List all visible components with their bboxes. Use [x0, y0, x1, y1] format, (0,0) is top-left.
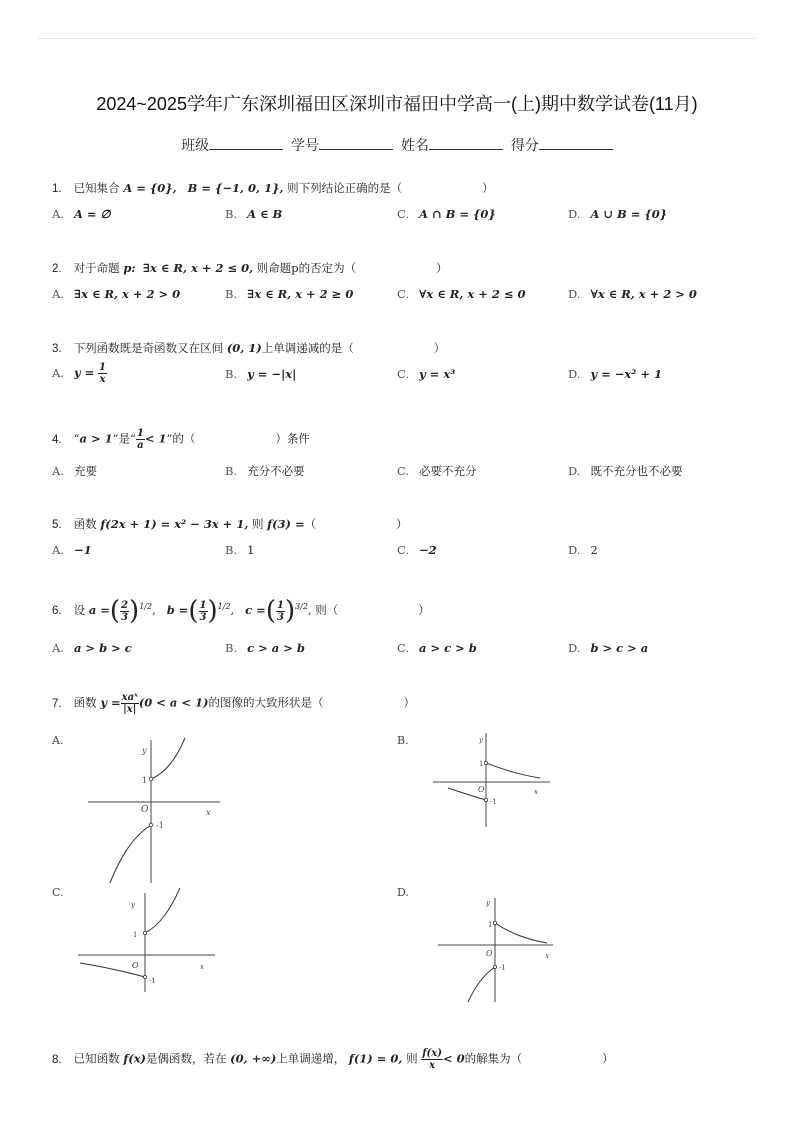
tick-one: 1	[488, 921, 493, 929]
q3-option-d[interactable]: D. y = −x² + 1	[568, 367, 662, 381]
q2-option-b[interactable]: B. ∃x ∈ R, x + 2 ≥ 0	[225, 287, 354, 301]
graph-a-label[interactable]: A.	[52, 734, 64, 747]
tick-neg-one: -1	[499, 964, 506, 972]
q6-option-c[interactable]: C. a > c > b	[397, 641, 477, 655]
score-label: 得分	[510, 137, 539, 153]
question-5: 5. 函数 f(2x + 1) = x² − 3x + 1, 则 f(3) =（ ）	[52, 517, 408, 531]
q2-option-a[interactable]: A. ∃x ∈ R, x + 2 > 0	[52, 287, 181, 301]
graph-d[interactable]	[435, 895, 560, 1005]
y-axis-label: y	[479, 736, 483, 744]
graph-c-label[interactable]: C.	[52, 886, 64, 899]
x-axis-label: x	[545, 952, 549, 960]
question-6: 6. 设 a =( $\frac{2}{3}$ )$^{1/2}$, b =( $\frac{1}{3}$ )$^{1/2}$, c =( $\frac{1}{3}$ )$^{3/2}$, 则（ ）	[52, 596, 430, 626]
graph-d-label[interactable]: D.	[397, 886, 409, 899]
tick-one: 1	[133, 931, 138, 939]
y-axis-label: y	[142, 746, 147, 755]
name-label: 姓名	[400, 137, 429, 153]
q5-option-a[interactable]: A. −1	[52, 543, 92, 557]
graph-b-label[interactable]: B.	[397, 734, 409, 747]
y-axis-label: y	[486, 899, 490, 907]
question-3: 3. 下列函数既是奇函数又在区间 (0, 1)上单调递减的是（ ）	[52, 341, 446, 355]
tick-one: 1	[479, 760, 484, 768]
score-blank	[539, 137, 613, 150]
graph-b[interactable]	[430, 730, 560, 830]
question-7: 7. 函数 y = $\frac{\text{xaˣ}}{|x|}$ (0 < a < 1)的图像的大致形状是（ ）	[52, 692, 415, 715]
student-id-blank	[319, 137, 393, 150]
q4-option-d[interactable]: D. 既不充分也不必要	[568, 464, 683, 478]
q6-option-b[interactable]: B. c > a > b	[225, 641, 305, 655]
top-divider	[38, 38, 756, 39]
origin-label: O	[132, 961, 139, 970]
x-axis-label: x	[534, 788, 538, 796]
q4-option-a[interactable]: A. 充要	[52, 464, 97, 478]
q4-option-c[interactable]: C. 必要不充分	[397, 464, 477, 478]
q5-option-c[interactable]: C. −2	[397, 543, 437, 557]
tick-neg-one: -1	[149, 977, 156, 985]
student-info-line	[0, 135, 794, 155]
q4-option-b[interactable]: B. 充分不必要	[225, 464, 305, 478]
q1-option-b[interactable]: B. A ∈ B	[225, 207, 283, 221]
question-2: 2. 对于命题 p: ∃x ∈ R, x + 2 ≤ 0, 则命题p的否定为（ ）	[52, 261, 448, 275]
x-axis-label: x	[200, 963, 204, 971]
q5-option-b[interactable]: B. 1	[225, 543, 255, 557]
graph-c[interactable]	[75, 885, 225, 995]
page-title: 2024~2025学年广东深圳福田区深圳市福田中学高一(上)期中数学试卷(11月)	[96, 94, 698, 114]
tick-neg-one: -1	[156, 821, 164, 830]
origin-label: O	[478, 785, 485, 794]
class-label: 班级	[181, 137, 210, 153]
question-4: 4. “a > 1”是“ $\frac{1}{a}$ < 1”的（ ）条件	[52, 428, 310, 451]
q3-option-a[interactable]: A. y = $\frac{1}{x}$	[52, 362, 106, 385]
q1-option-a[interactable]: A. A = ∅	[52, 207, 111, 221]
x-axis-label: x	[206, 808, 211, 817]
question-1: 1. 已知集合 A = {0}, B = {−1, 0, 1}, 则下列结论正确的是（ ）	[52, 181, 494, 195]
name-blank	[429, 137, 503, 150]
tick-one: 1	[142, 776, 148, 785]
q1-option-d[interactable]: D. A ∪ B = {0}	[568, 207, 668, 221]
q2-option-d[interactable]: D. ∀x ∈ R, x + 2 > 0	[568, 287, 697, 301]
class-blank	[209, 137, 283, 150]
graph-a[interactable]	[80, 735, 230, 885]
q5-option-d[interactable]: D. 2	[568, 543, 598, 557]
q6-option-a[interactable]: A. a > b > c	[52, 641, 132, 655]
y-axis-label: y	[131, 901, 135, 909]
q2-option-c[interactable]: C. ∀x ∈ R, x + 2 ≤ 0	[397, 287, 526, 301]
origin-label: O	[486, 949, 493, 958]
tick-neg-one: -1	[490, 798, 497, 806]
q3-option-b[interactable]: B. y = −|x|	[225, 367, 297, 381]
q1-option-c[interactable]: C. A ∩ B = {0}	[397, 207, 496, 221]
question-8: 8. 已知函数 f(x)是偶函数，若在 (0, +∞)上单调递增， f(1) = 0, 则 $\frac{f(x)}{x}$ < 0的解集为（ ）	[52, 1048, 614, 1071]
fraction: $\frac{1}{x}$	[98, 362, 106, 385]
origin-label: O	[141, 805, 149, 815]
q3-option-c[interactable]: C. y = x³	[397, 367, 456, 381]
student-id-label: 学号	[291, 137, 320, 153]
q6-option-d[interactable]: D. b > c > a	[568, 641, 649, 655]
